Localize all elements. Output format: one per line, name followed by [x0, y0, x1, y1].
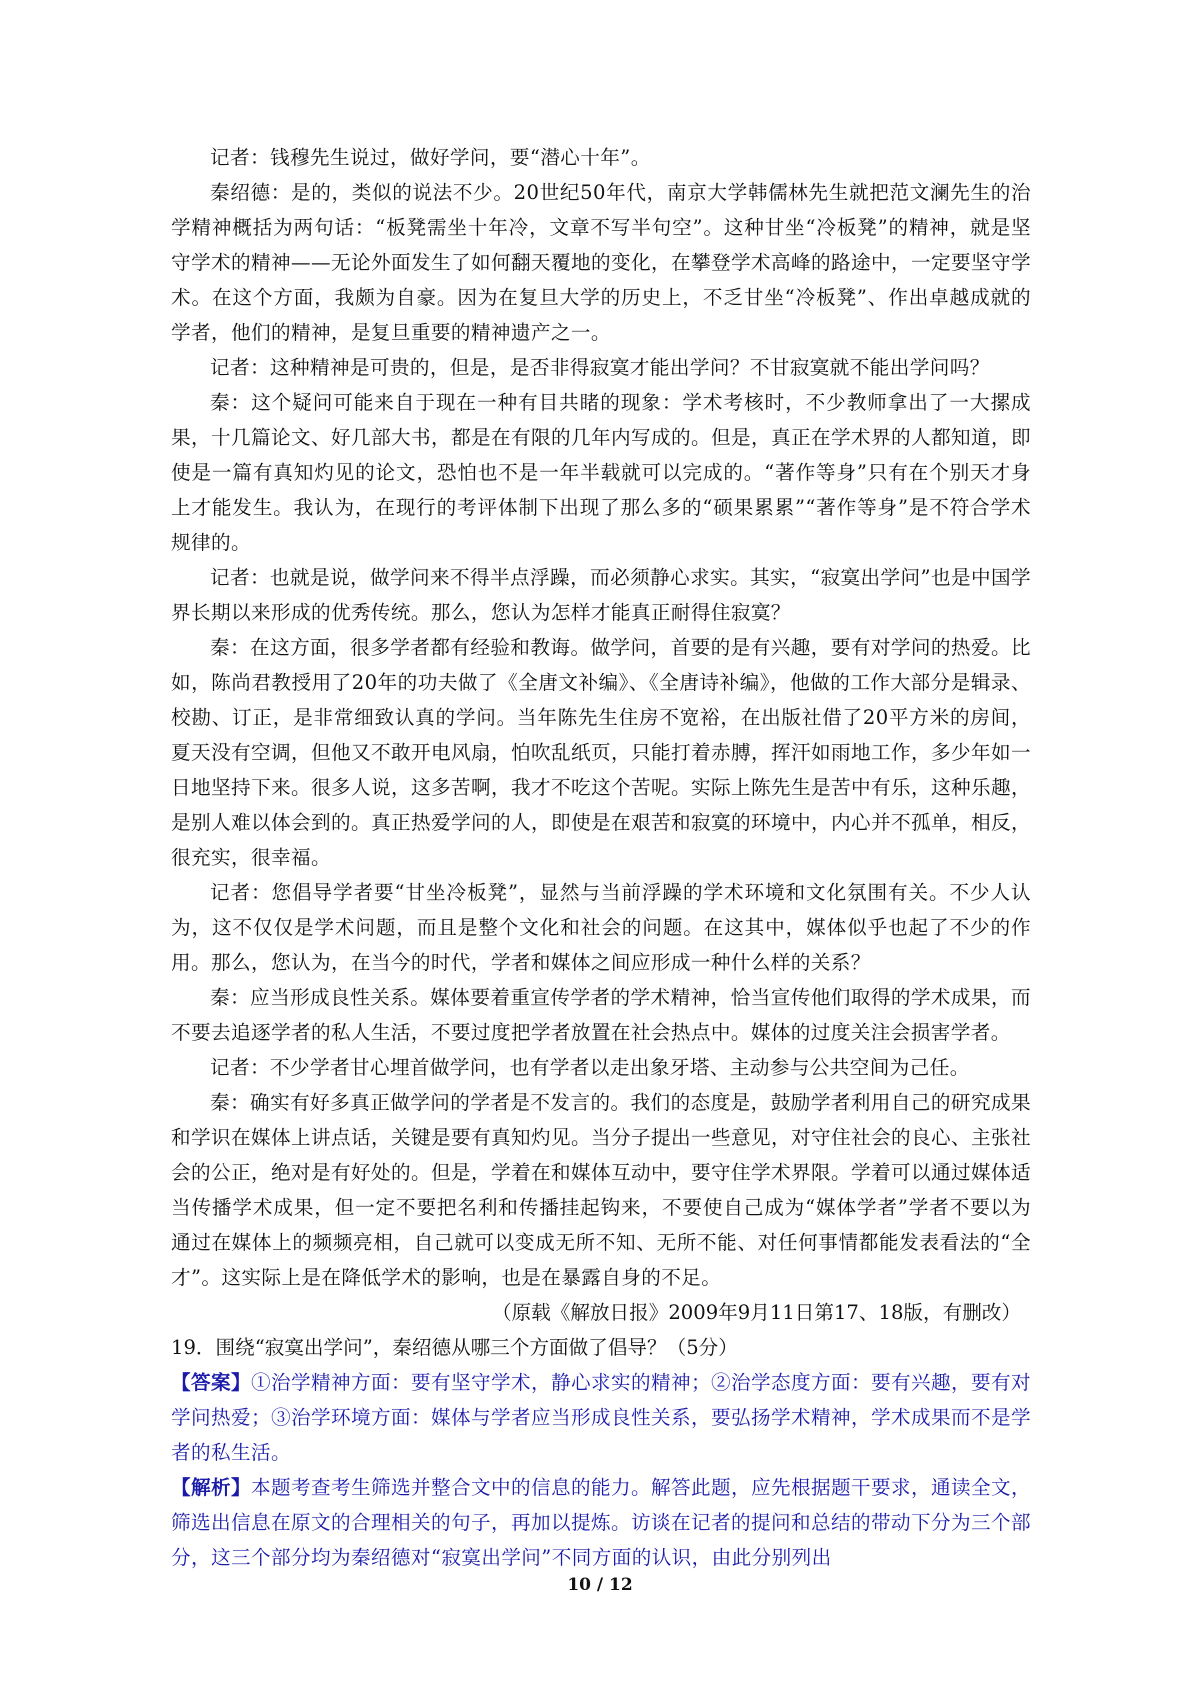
paragraph-6: 秦：在这方面，很多学者都有经验和教诲。做学问，首要的是有兴趣，要有对学问的热爱。比如，陈尚君教授用了20年的功夫做了《全唐文补编》、《全唐诗补编》，他做的工作大部分是辑录、校勘、订正，是非常细致认真的学问。当年陈先生住房不宽裕，在出版社借了20平方米的房间，夏天没有空调，但他又不敢开电风扇，怕吹乱纸页，只能打着赤膊，挥汗如雨地工作，多少年如一日地坚持下来。很多人说，这多苦啊，我才不吃这个苦呢。实际上陈先生是苦中有乐，这种乐趣，是别人难以体会到的。真正热爱学问的人，即使是在艰苦和寂寞的环境中，内心并不孤单，相反，很充实，很幸福。	[171, 636, 1031, 869]
paragraph-8: 秦：应当形成良性关系。媒体要着重宣传学者的学术精神，恰当宣传他们取得的学术成果，而不要去追逐学者的私人生活，不要过度把学者放置在社会热点中。媒体的过度关注会损害学者。	[171, 986, 1031, 1044]
paragraph-4: 秦：这个疑问可能来自于现在一种有目共睹的现象：学术考核时，不少教师拿出了一大摞成果，十几篇论文、好几部大书，都是在有限的几年内写成的。但是，真正在学术界的人都知道，即使是一篇有真知灼见的论文，恐怕也不是一年半载就可以完成的。“著作等身”只有在个别天才身上才能发生。我认为，在现行的考评体制下出现了那么多的“硕果累累”“著作等身”是不符合学术规律的。	[171, 391, 1031, 554]
answer-tag: 【答案】	[171, 1371, 251, 1394]
paragraph-5: 记者：也就是说，做学问来不得半点浮躁，而必须静心求实。其实，“寂寞出学问”也是中国学界长期以来形成的优秀传统。那么，您认为怎样才能真正耐得住寂寞？	[171, 566, 1031, 624]
paragraph-9: 记者：不少学者甘心埋首做学问，也有学者以走出象牙塔、主动参与公共空间为己任。	[210, 1056, 970, 1079]
paragraph-7: 记者：您倡导学者要“甘坐冷板凳”，显然与当前浮躁的学术环境和文化氛围有关。不少人认为，这不仅仅是学术问题，而且是整个文化和社会的问题。在这其中，媒体似乎也起了不少的作用。那么，您认为，在当今的时代，学者和媒体之间应形成一种什么样的关系？	[171, 881, 1031, 974]
document-body	[171, 140, 1031, 1575]
paragraph-1: 记者：钱穆先生说过，做好学问，要“潜心十年”。	[210, 146, 651, 169]
page-number: 10 / 12	[567, 1575, 633, 1595]
analysis-text: 本题考查考生筛选并整合文中的信息的能力。解答此题，应先根据题干要求，通读全文，筛选出信息在原文的合理相关的句子，再加以提炼。访谈在记者的提问和总结的带动下分为三个部分，这三个部分均为秦绍德对“寂寞出学问”不同方面的认识，由此分别列出	[171, 1476, 1031, 1569]
paragraph-10: 秦：确实有好多真正做学问的学者是不发言的。我们的态度是，鼓励学者利用自己的研究成果和学识在媒体上讲点话，关键是要有真知灼见。当分子提出一些意见，对守住社会的良心、主张社会的公正，绝对是有好处的。但是，学着在和媒体互动中，要守住学术界限。学着可以通过媒体适当传播学术成果，但一定不要把名利和传播挂起钩来，不要使自己成为“媒体学者”学者不要以为通过在媒体上的频频亮相，自己就可以变成无所不知、无所不能、对任何事情都能发表看法的“全才”。这实际上是在降低学术的影响，也是在暴露自身的不足。	[171, 1091, 1031, 1289]
paragraph-3: 记者：这种精神是可贵的，但是，是否非得寂寞才能出学问？不甘寂寞就不能出学问吗？	[210, 356, 990, 379]
answer-text: ①治学精神方面：要有坚守学术，静心求实的精神；②治学态度方面：要有兴趣，要有对学问热爱；③治学环境方面：媒体与学者应当形成良性关系，要弘扬学术精神，学术成果而不是学者的私生活。	[171, 1371, 1031, 1464]
paragraph-2: 秦绍德：是的，类似的说法不少。20世纪50年代，南京大学韩儒林先生就把范文澜先生的治学精神概括为两句话：“板凳需坐十年冷，文章不写半句空”。这种甘坐“冷板凳”的精神，就是坚守学术的精神——无论外面发生了如何翻天覆地的变化，在攀登学术高峰的路途中，一定要坚守学术。在这个方面，我颇为自豪。因为在复旦大学的历史上，不乏甘坐“冷板凳”、作出卓越成就的学者，他们的精神，是复旦重要的精神遗产之一。	[171, 181, 1031, 344]
source-citation: （原载《解放日报》2009年9月11日第17、18版，有删改）	[491, 1301, 1021, 1324]
analysis-tag: 【解析】	[171, 1476, 251, 1499]
question-19: 19．围绕“寂寞出学问”，秦绍德从哪三个方面做了倡导？（5分）	[171, 1336, 738, 1359]
analysis-block	[171, 1470, 1031, 1575]
answer-block	[171, 1365, 1031, 1470]
